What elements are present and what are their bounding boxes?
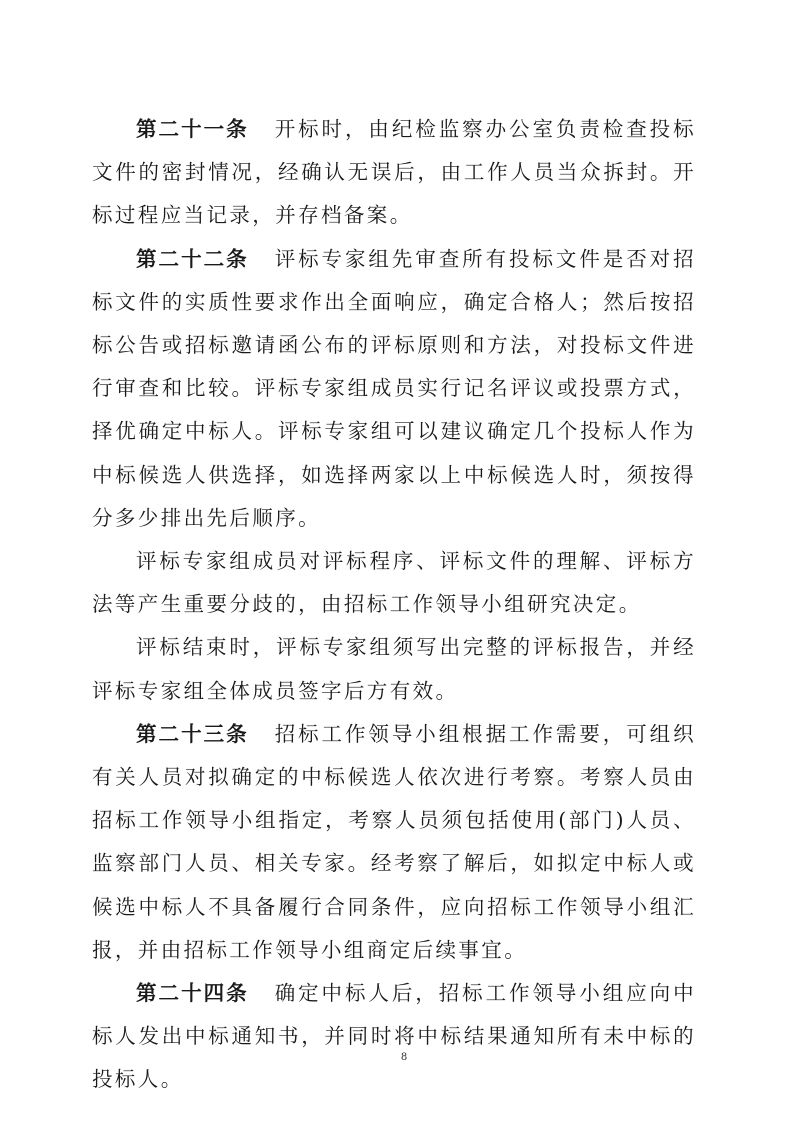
page-number: 8 xyxy=(400,1052,408,1063)
article-number: 第二十三条 xyxy=(136,721,249,746)
article-24-paragraph xyxy=(92,972,696,1102)
article-22-paragraph-3 xyxy=(92,626,696,712)
article-number: 第二十一条 xyxy=(136,117,249,141)
article-number: 第二十四条 xyxy=(136,981,249,1006)
paragraph-text: 评标结束时，评标专家组须写出完整的评标报告，并经评标专家组全体成员签字后方有效。 xyxy=(92,635,696,703)
paragraph-text: 开标时，由纪检监察办公室负责检查投标文件的密封情况，经确认无误后，由工作人员当众拆封。开标过程应当记录，并存档备案。 xyxy=(92,117,697,228)
document-body xyxy=(92,108,696,1102)
article-number: 第二十二条 xyxy=(136,246,249,271)
paragraph-text: 招标工作领导小组根据工作需要，可组织有关人员对拟确定的中标候选人依次进行考察。考察人员由招标工作领导小组指定，考察人员须包括使用(部门)人员、监察部门人员、相关专家。经考察了解后，如拟定中标人或候选中标人不具备履行合同条件，应向招标工作领导小组汇报，并由招标工作领导小组商定后续事宜。 xyxy=(92,721,697,962)
article-22-paragraph xyxy=(92,238,696,540)
paragraph-text: 确定中标人后，招标工作领导小组应向中标人发出中标通知书，并同时将中标结果通知所有未中标的投标人。 xyxy=(92,981,697,1092)
paragraph-text: 评标专家组成员对评标程序、评标文件的理解、评标方法等产生重要分歧的，由招标工作领导小组研究决定。 xyxy=(92,549,696,617)
article-22-paragraph-2 xyxy=(92,540,696,626)
paragraph-text: 评标专家组先审查所有投标文件是否对招标文件的实质性要求作出全面响应，确定合格人；然后按招标公告或招标邀请函公布的评标原则和方法，对投标文件进行审查和比较。评标专家组成员实行记名评议或投票方式，择优确定中标人。评标专家组可以建议确定几个投标人作为中标候选人供选择，如选择两家以上中标候选人时，须按得分多少排出先后顺序。 xyxy=(92,246,697,530)
article-23-paragraph xyxy=(92,713,696,972)
article-21-paragraph xyxy=(92,108,696,238)
